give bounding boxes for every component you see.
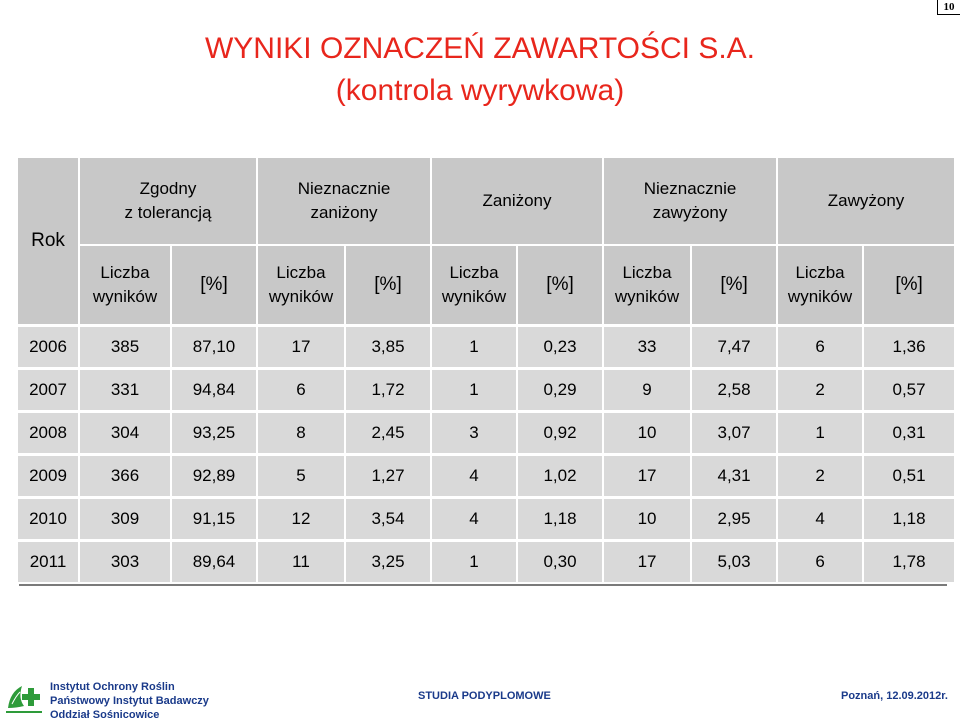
percent-cell: 0,51 <box>863 455 955 498</box>
count-header: Liczba wyników <box>777 245 863 326</box>
percent-cell: 0,31 <box>863 412 955 455</box>
group-header: Nieznacznie zawyżony <box>603 157 777 245</box>
page-title: WYNIKI OZNACZEŃ ZAWARTOŚCI S.A. <box>204 32 756 65</box>
percent-cell: 0,29 <box>517 369 603 412</box>
percent-header: [%] <box>517 245 603 326</box>
percent-cell: 91,15 <box>171 498 257 541</box>
count-cell: 4 <box>431 498 517 541</box>
percent-cell: 87,10 <box>171 326 257 369</box>
count-cell: 4 <box>777 498 863 541</box>
results-table <box>16 156 956 584</box>
table-row <box>17 369 955 412</box>
count-cell: 6 <box>777 326 863 369</box>
count-cell: 3 <box>431 412 517 455</box>
year-cell: 2010 <box>17 498 79 541</box>
percent-cell: 7,47 <box>691 326 777 369</box>
count-cell: 304 <box>79 412 171 455</box>
percent-cell: 1,36 <box>863 326 955 369</box>
count-cell: 6 <box>257 369 345 412</box>
percent-cell: 5,03 <box>691 541 777 584</box>
header-row-groups <box>17 157 955 245</box>
count-cell: 10 <box>603 498 691 541</box>
group-header: Zaniżony <box>431 157 603 245</box>
percent-cell: 3,25 <box>345 541 431 584</box>
count-header: Liczba wyników <box>79 245 171 326</box>
header-row-subcolumns <box>17 245 955 326</box>
percent-cell: 1,78 <box>863 541 955 584</box>
table-body <box>17 326 955 584</box>
count-cell: 303 <box>79 541 171 584</box>
count-cell: 11 <box>257 541 345 584</box>
percent-header: [%] <box>345 245 431 326</box>
percent-cell: 3,85 <box>345 326 431 369</box>
count-cell: 17 <box>603 455 691 498</box>
count-cell: 6 <box>777 541 863 584</box>
table-row <box>17 541 955 584</box>
count-cell: 331 <box>79 369 171 412</box>
institute-line-1: Instytut Ochrony Roślin <box>50 681 175 693</box>
count-cell: 2 <box>777 455 863 498</box>
footer <box>0 672 960 722</box>
count-header: Liczba wyników <box>603 245 691 326</box>
institute-line-2: Państwowy Instytut Badawczy <box>50 695 209 707</box>
year-cell: 2007 <box>17 369 79 412</box>
count-cell: 1 <box>431 369 517 412</box>
percent-header: [%] <box>171 245 257 326</box>
percent-cell: 4,31 <box>691 455 777 498</box>
group-header: Zgodny z tolerancją <box>79 157 257 245</box>
percent-cell: 89,64 <box>171 541 257 584</box>
count-cell: 17 <box>603 541 691 584</box>
group-header: Zawyżony <box>777 157 955 245</box>
institute-name <box>50 680 209 722</box>
group-header: Nieznacznie zaniżony <box>257 157 431 245</box>
percent-cell: 1,18 <box>517 498 603 541</box>
course-name: STUDIA PODYPLOMOWE <box>418 690 551 702</box>
count-header: Liczba wyników <box>257 245 345 326</box>
count-cell: 366 <box>79 455 171 498</box>
percent-cell: 2,95 <box>691 498 777 541</box>
place-date: Poznań, 12.09.2012r. <box>840 690 948 702</box>
percent-cell: 0,30 <box>517 541 603 584</box>
percent-cell: 3,54 <box>345 498 431 541</box>
count-cell: 8 <box>257 412 345 455</box>
percent-cell: 2,45 <box>345 412 431 455</box>
count-cell: 1 <box>777 412 863 455</box>
count-cell: 1 <box>431 326 517 369</box>
percent-cell: 1,72 <box>345 369 431 412</box>
percent-header: [%] <box>863 245 955 326</box>
percent-cell: 1,18 <box>863 498 955 541</box>
percent-cell: 0,23 <box>517 326 603 369</box>
table-row <box>17 498 955 541</box>
percent-cell: 93,25 <box>171 412 257 455</box>
percent-cell: 1,02 <box>517 455 603 498</box>
count-cell: 1 <box>431 541 517 584</box>
percent-cell: 2,58 <box>691 369 777 412</box>
count-cell: 10 <box>603 412 691 455</box>
count-cell: 385 <box>79 326 171 369</box>
percent-cell: 1,27 <box>345 455 431 498</box>
page-subtitle: (kontrola wyrywkowa) <box>335 74 625 107</box>
year-cell: 2006 <box>17 326 79 369</box>
institute-logo-icon <box>4 678 44 718</box>
count-cell: 12 <box>257 498 345 541</box>
table-row <box>17 455 955 498</box>
percent-cell: 94,84 <box>171 369 257 412</box>
percent-header: [%] <box>691 245 777 326</box>
year-cell: 2011 <box>17 541 79 584</box>
percent-cell: 0,57 <box>863 369 955 412</box>
count-header: Liczba wyników <box>431 245 517 326</box>
count-cell: 2 <box>777 369 863 412</box>
year-header: Rok <box>17 157 79 326</box>
count-cell: 9 <box>603 369 691 412</box>
percent-cell: 92,89 <box>171 455 257 498</box>
year-cell: 2008 <box>17 412 79 455</box>
count-cell: 309 <box>79 498 171 541</box>
table-row <box>17 412 955 455</box>
count-cell: 4 <box>431 455 517 498</box>
count-cell: 5 <box>257 455 345 498</box>
institute-line-3: Oddział Sośnicowice <box>50 709 160 721</box>
count-cell: 33 <box>603 326 691 369</box>
table-row <box>17 326 955 369</box>
percent-cell: 3,07 <box>691 412 777 455</box>
count-cell: 17 <box>257 326 345 369</box>
percent-cell: 0,92 <box>517 412 603 455</box>
page-number: 10 <box>937 0 960 15</box>
year-cell: 2009 <box>17 455 79 498</box>
